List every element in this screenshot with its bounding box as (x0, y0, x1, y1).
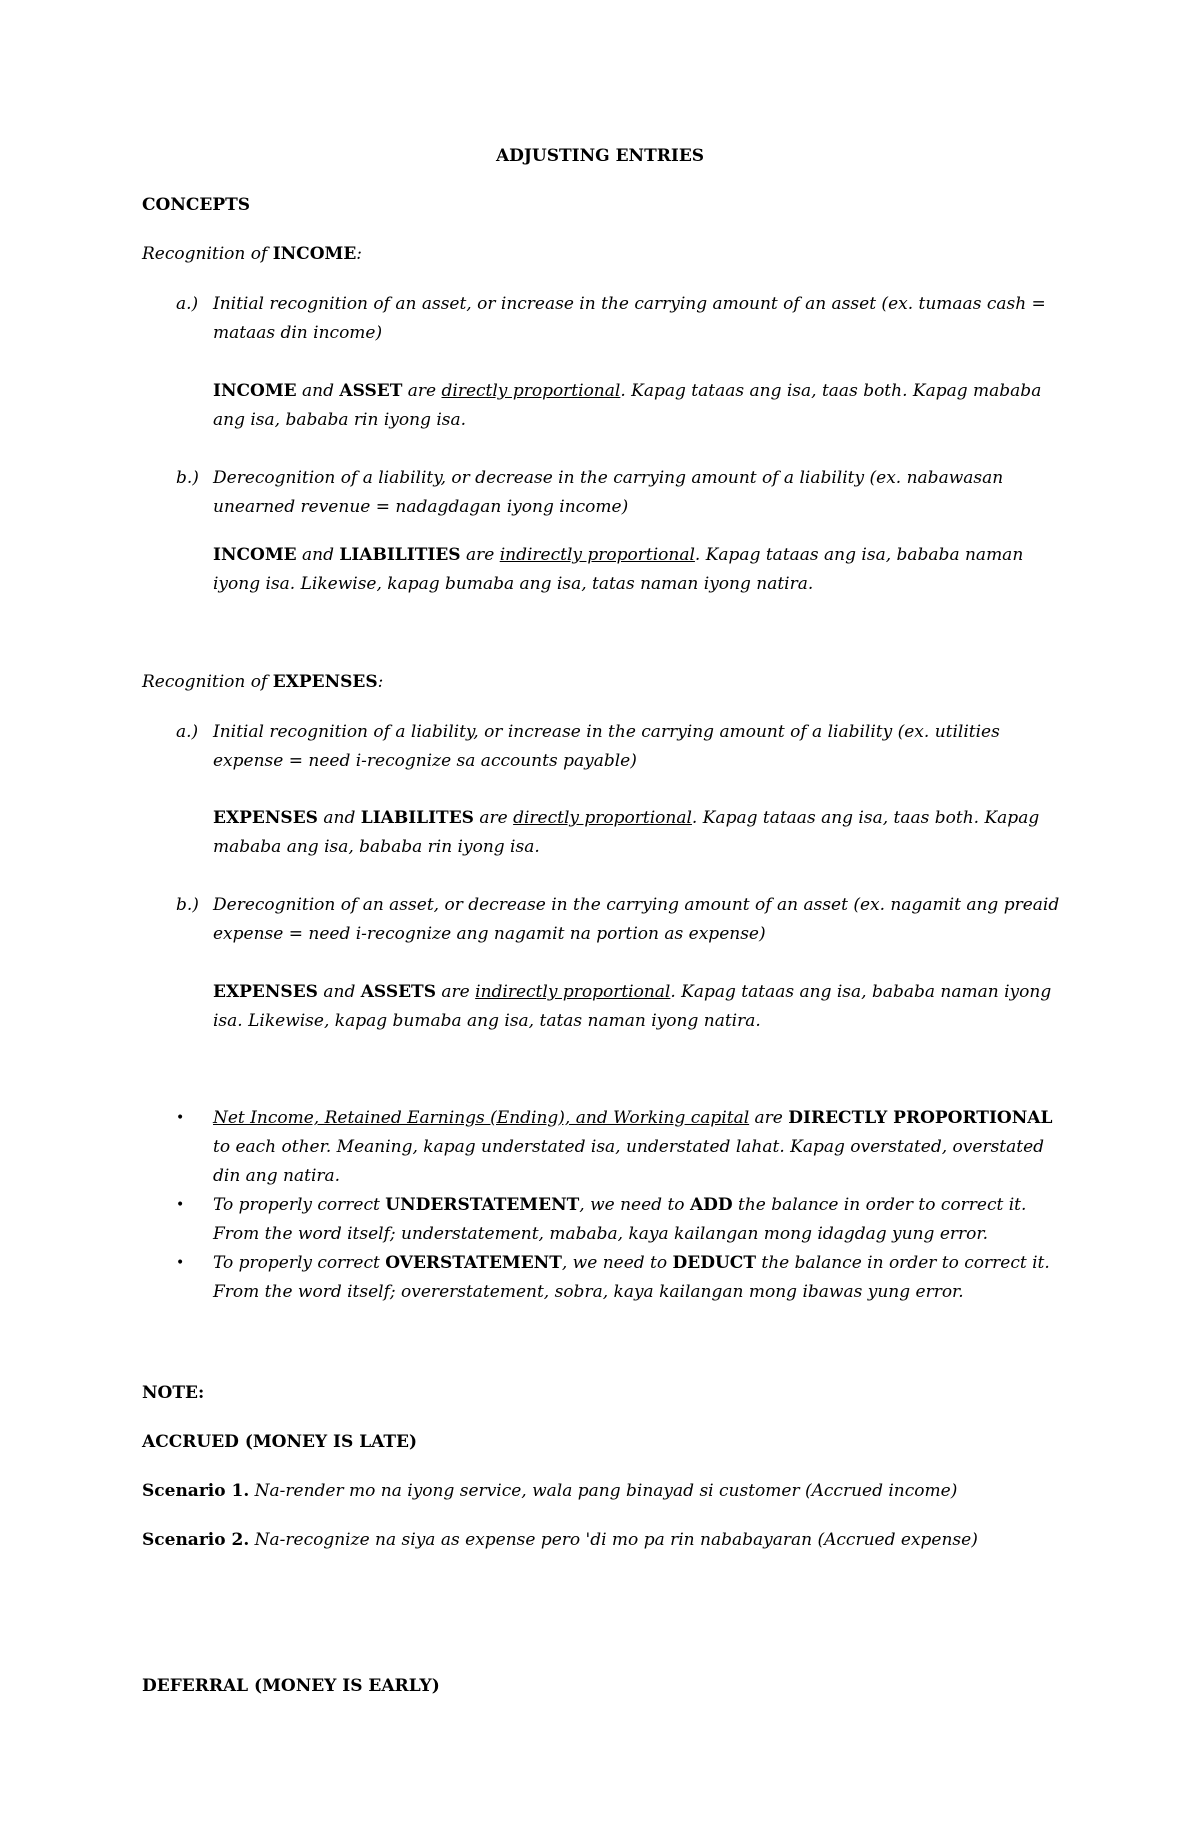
scenario-2: Scenario 2. Na-recognize na siya as expense pero 'di mo pa rin nababayaran (Accrued expense) (142, 1530, 978, 1550)
bullet-icon: • (176, 1255, 185, 1271)
bullet-item-2: To properly correct UNDERSTATEMENT, we need to ADD the balance in order to correct it. From the word itself; understatement, mababa, kaya kailangan mong idagdag yung error. (213, 1195, 1027, 1244)
income-heading: Recognition of INCOME: (142, 244, 363, 264)
expenses-a-text: Initial recognition of a liability, or increase in the carrying amount of a liability (ex. utilities expense = need i-recognize sa accounts payable) (213, 722, 1000, 771)
bullet-item-3: To properly correct OVERSTATEMENT, we need to DEDUCT the balance in order to correct it. From the word itself; overerstatement, sobra, kaya kailangan mong ibawas yung error. (213, 1253, 1050, 1302)
note-heading: NOTE: (142, 1383, 205, 1403)
bullet-icon: • (176, 1197, 185, 1213)
concepts-heading: CONCEPTS (142, 195, 251, 215)
expenses-heading: Recognition of EXPENSES: (142, 672, 384, 692)
expenses-b-text: Derecognition of an asset, or decrease in the carrying amount of an asset (ex. nagamit ang preaid expense = need i-recognize ang nagamit na portion as expense) (213, 895, 1060, 944)
expenses-b-label: b.) (176, 895, 199, 915)
bullet-icon: • (176, 1110, 185, 1126)
income-a-text: Initial recognition of an asset, or increase in the carrying amount of an asset (ex. tumaas cash = mataas din income) (213, 294, 1046, 343)
bullet-item-1: Net Income, Retained Earnings (Ending), and Working capital are DIRECTLY PROPORTIONAL to each other. Meaning, kapag understated isa, understated lahat. Kapag overstated, overstated din ang natira. (213, 1108, 1053, 1186)
expenses-a-label: a.) (176, 722, 199, 742)
scenario-1: Scenario 1. Na-render mo na iyong service, wala pang binayad si customer (Accrued income) (142, 1481, 958, 1501)
page-title: ADJUSTING ENTRIES (495, 146, 705, 166)
expenses-a-note: EXPENSES and LIABILITES are directly proportional. Kapag tataas ang isa, taas both. Kapag mababa ang isa, bababa rin iyong isa. (213, 808, 1040, 857)
income-a-label: a.) (176, 294, 199, 314)
accrued-heading: ACCRUED (MONEY IS LATE) (142, 1432, 418, 1452)
income-b-note: INCOME and LIABILITIES are indirectly proportional. Kapag tataas ang isa, bababa naman iyong isa. Likewise, kapag bumaba ang isa, tatas naman iyong natira. (213, 545, 1024, 594)
income-b-label: b.) (176, 468, 199, 488)
income-a-note: INCOME and ASSET are directly proportional. Kapag tataas ang isa, taas both. Kapag mababa ang isa, bababa rin iyong isa. (213, 381, 1042, 430)
deferral-heading: DEFERRAL (MONEY IS EARLY) (142, 1676, 440, 1696)
income-b-text: Derecognition of a liability, or decrease in the carrying amount of a liability (ex. nabawasan unearned revenue = nadagdagan iyong income) (213, 468, 1004, 517)
expenses-b-note: EXPENSES and ASSETS are indirectly proportional. Kapag tataas ang isa, bababa naman iyong isa. Likewise, kapag bumaba ang isa, tatas naman iyong natira. (213, 982, 1052, 1031)
